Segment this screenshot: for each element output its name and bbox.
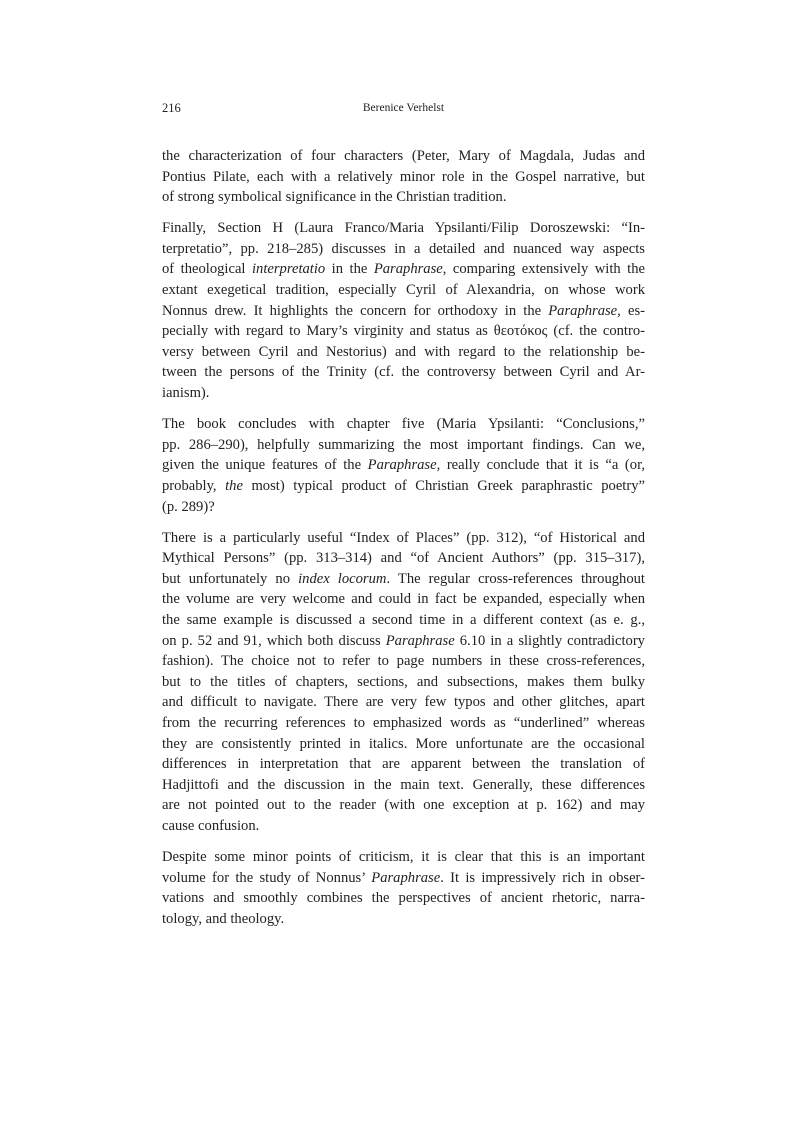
text-run: they are consistently printed in italics. More unfortunate are the occasional: [162, 735, 645, 752]
text-run: are not pointed out to the reader (with one exception at p. 162) and may: [162, 797, 645, 814]
text-line: [162, 455, 645, 476]
paragraph: [162, 218, 645, 403]
text-run: the characterization of four characters (Peter, Mary of Magdala, Judas and: [162, 148, 645, 164]
text-line: [162, 868, 645, 889]
text-line: [162, 548, 645, 569]
text-run: tology, and theology.: [162, 910, 285, 927]
text-line: [162, 672, 645, 693]
text-run: Finally, Section H (Laura Franco/Maria Ypsilanti/Filip Doroszewski: “In-: [162, 220, 645, 237]
text-run: vations and smoothly combines the perspectives of ancient rhetoric, narra-: [162, 890, 645, 907]
text-run: on p. 52 and 91, which both discuss: [162, 632, 386, 649]
italic-text: Paraphrase,: [367, 457, 441, 474]
italic-text: Paraphrase: [385, 632, 455, 649]
text-run: but to the titles of chapters, sections, and subsections, makes them bulky: [162, 673, 645, 690]
text-run: terpretatio”, pp. 218–285) discusses in a detailed and nuanced way aspects: [162, 240, 645, 257]
text-run: . The regular cross-references throughout: [386, 570, 645, 587]
text-run: The book concludes with chapter five (Maria Ypsilanti: “Conclusions,”: [162, 416, 645, 433]
text-run: in the: [325, 261, 374, 278]
text-line: [162, 167, 645, 188]
text-line: [162, 362, 645, 383]
text-line: [162, 909, 645, 930]
text-line: [162, 775, 645, 796]
paragraph: [162, 414, 645, 517]
paragraph: [162, 528, 645, 837]
text-run: but unfortunately no: [162, 570, 299, 587]
text-line: [162, 476, 645, 497]
text-run: extant exegetical tradition, especially Cyril of Alexandria, on whose work: [162, 282, 645, 299]
text-run: pp. 286–290), helpfully summarizing the most important findings. Can we,: [162, 436, 645, 453]
paragraph: [162, 146, 645, 208]
text-run: of strong symbolical significance in the Christian tradition.: [162, 189, 507, 206]
text-run: Nonnus drew. It highlights the concern for orthodoxy in the: [162, 302, 549, 319]
text-run: ianism).: [162, 385, 210, 402]
text-line: [162, 239, 645, 260]
text-run: the same example is discussed a second time in a different context (as e. g.,: [162, 611, 645, 628]
page-number: 216: [162, 101, 181, 115]
text-run: and difficult to navigate. There are very few typos and other glitches, apart: [162, 694, 645, 711]
text-line: [162, 187, 645, 208]
text-line: [162, 218, 645, 239]
text-line: [162, 651, 645, 672]
running-head: Berenice Verhelst: [362, 102, 445, 114]
text-line: [162, 754, 645, 775]
text-line: [162, 146, 645, 167]
text-line: [162, 342, 645, 363]
text-line: [162, 713, 645, 734]
text-run: . It is impressively rich in obser-: [440, 869, 645, 886]
text-run: volume for the study of Nonnus’: [162, 869, 372, 886]
text-run: versy between Cyril and Nestorius) and with regard to the relationship be-: [162, 343, 645, 360]
text-run: most) typical product of Christian Greek paraphrastic poetry”: [242, 477, 645, 494]
paragraph: [162, 847, 645, 929]
text-run: Hadjittofi and the discussion in the main text. Generally, these differences: [162, 776, 645, 793]
text-line: [162, 321, 645, 342]
italic-text: Paraphrase: [371, 869, 441, 886]
italic-text: Paraphrase: [373, 261, 443, 278]
text-line: [162, 301, 645, 322]
text-line: [162, 259, 645, 280]
text-line: [162, 414, 645, 435]
body-text: [162, 146, 645, 940]
text-run: Mythical Persons” (pp. 313–314) and “of Ancient Authors” (pp. 315–317),: [162, 550, 645, 567]
text-run: pecially with regard to Mary’s virginity and status as θεοτόκος (cf. the contro-: [162, 323, 645, 340]
text-run: 6.10 in a slightly contradictory: [454, 632, 645, 649]
text-run: es-: [620, 302, 645, 319]
text-run: differences in interpretation that are apparent between the translation of: [162, 756, 645, 773]
text-run: Despite some minor points of criticism, it is clear that this is an important: [162, 849, 645, 865]
text-line: [162, 631, 645, 652]
text-line: [162, 569, 645, 590]
text-line: [162, 888, 645, 909]
text-run: tween the persons of the Trinity (cf. the controversy between Cyril and Ar-: [162, 364, 645, 381]
text-line: [162, 528, 645, 549]
text-line: [162, 589, 645, 610]
text-run: really conclude that it is “a (or,: [440, 457, 645, 474]
italic-text: Paraphrase,: [548, 302, 621, 319]
italic-text: interpretatio: [251, 261, 326, 278]
text-run: There is a particularly useful “Index of Places” (pp. 312), “of Historical and: [162, 529, 645, 546]
text-line: [162, 610, 645, 631]
text-line: [162, 383, 645, 404]
text-run: the volume are very welcome and could in fact be expanded, especially when: [162, 591, 645, 608]
text-line: [162, 497, 645, 518]
text-line: [162, 692, 645, 713]
italic-text: index locorum: [298, 570, 387, 587]
text-run: of theological: [162, 261, 252, 278]
text-run: given the unique features of the: [162, 457, 368, 474]
text-line: [162, 795, 645, 816]
text-run: , comparing extensively with the: [442, 261, 645, 278]
text-run: (p. 289)?: [162, 498, 215, 515]
text-line: [162, 435, 645, 456]
text-run: cause confusion.: [162, 817, 260, 834]
text-line: [162, 280, 645, 301]
text-line: [162, 847, 645, 868]
text-run: Pontius Pilate, each with a relatively minor role in the Gospel narrative, but: [162, 168, 645, 185]
text-run: probably,: [162, 477, 226, 494]
text-line: [162, 816, 645, 837]
text-run: from the recurring references to emphasized words as “underlined” whereas: [162, 714, 645, 731]
italic-text: the: [225, 477, 243, 494]
text-line: [162, 734, 645, 755]
text-run: fashion). The choice not to refer to page numbers in these cross-references,: [162, 653, 645, 670]
